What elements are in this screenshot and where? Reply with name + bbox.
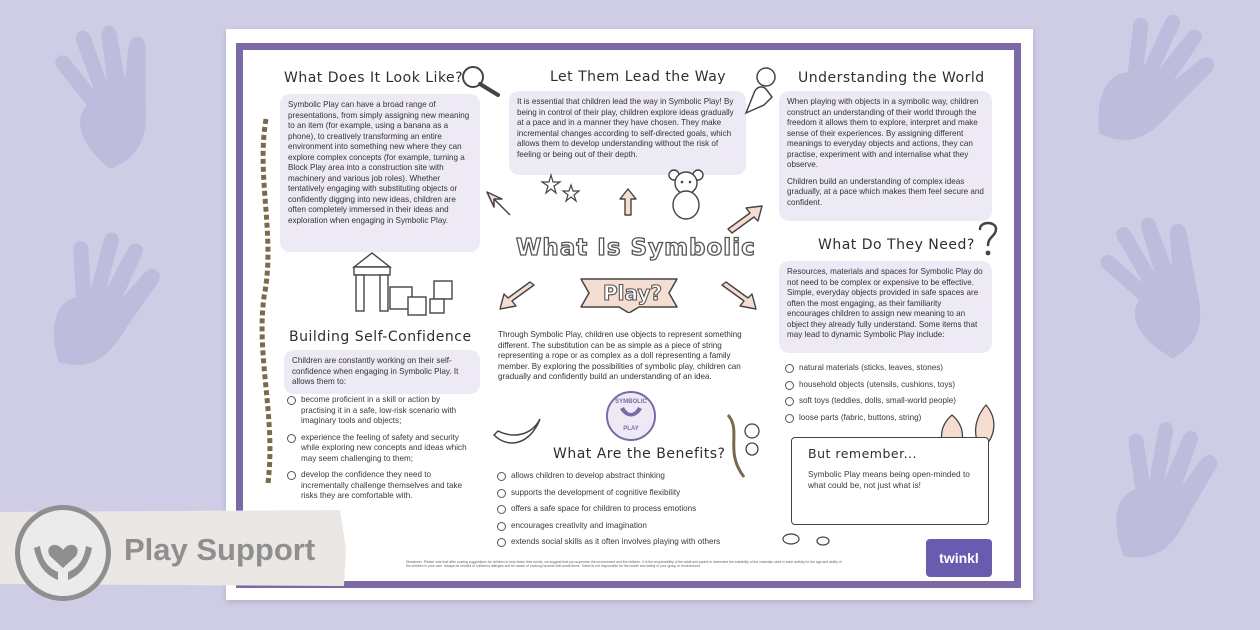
building-blocks-icon <box>350 251 460 319</box>
remember-box <box>791 437 989 525</box>
look-like-card <box>280 94 480 252</box>
arrow-up-right-icon <box>724 203 766 233</box>
heading-remember: But remember... <box>808 446 918 461</box>
handprint-icon <box>19 0 211 191</box>
confidence-list <box>287 395 467 508</box>
understanding-card <box>779 91 992 221</box>
logo-bottom-text: PLAY <box>623 426 639 432</box>
confidence-item: become proficient in a skill or action by practising it in a safe, low-risk scenario with imaginary tools and objects; <box>287 395 467 427</box>
benefit-item: allows children to develop abstract thinking <box>497 471 767 482</box>
remember-text: Symbolic Play means being open-minded to what could be, not just what is! <box>808 469 970 490</box>
twinkl-logo: twinkl <box>926 539 992 577</box>
logo-hands-icon <box>618 405 644 421</box>
benefit-item: encourages creativity and imagination <box>497 521 767 532</box>
arrow-down-left-icon <box>498 281 538 315</box>
heading-need: What Do They Need? <box>818 237 975 253</box>
logo-top-text: SYMBOLIC <box>615 399 647 405</box>
understanding-text-2: Children build an understanding of complex ideas gradually, at a pace which makes them feel secure and confident. <box>787 176 984 207</box>
need-item: loose parts (fabric, buttons, string) <box>785 413 985 424</box>
understanding-text-1: When playing with objects in a symbolic way, children construct an understanding of their world through the freedom it allows them to explore, interpret and make sense of their experiences. By assigning different meanings to everyday objects and actions, they can practise, experiment with and internalise what they observe. <box>787 97 979 169</box>
heading-look-like: What Does It Look Like? <box>284 70 464 86</box>
handprint-icon <box>1078 408 1252 582</box>
arrow-down-right-icon <box>718 281 758 315</box>
disclaimer: Disclaimer: Please note that after posting suggestions for children to help teach their minds, we suggest that you supervise the environment and the children. It is the responsibility of the adult and parent to determine the suitability of the materials used in each activity for the age and ability of the children in your care. Always be mindful of children's allergies and be aware of choking hazards with small items. Twinkl is not responsible for the health and safety of your group or environment. <box>406 560 842 569</box>
need-item: soft toys (teddies, dolls, small-world people) <box>785 396 985 407</box>
heading-lead: Let Them Lead the Way <box>550 69 727 85</box>
handprint-icon <box>1055 0 1254 185</box>
heading-confidence: Building Self-Confidence <box>289 329 472 345</box>
heading-understanding: Understanding the World <box>798 70 985 86</box>
symbolic-play-logo <box>606 391 656 441</box>
title-banner <box>579 275 679 313</box>
need-item: household objects (utensils, cushions, toys) <box>785 380 985 391</box>
benefit-item: offers a safe space for children to process emotions <box>497 504 767 515</box>
pebbles-icon <box>781 529 833 549</box>
heart-hands-icon <box>20 510 106 596</box>
lead-card <box>509 91 746 175</box>
hand-holding-ball-icon <box>742 65 782 117</box>
handprint-icon <box>1063 183 1260 388</box>
question-mark-icon <box>976 219 1000 259</box>
heading-benefits: What Are the Benefits? <box>553 446 726 462</box>
arrow-up-icon <box>618 187 638 217</box>
confidence-item: experience the feeling of safety and security while exploring new concepts and ideas which may seem challenging to them; <box>287 433 467 465</box>
need-card <box>779 261 992 353</box>
center-text: Through Symbolic Play, children use objects to represent something different. The substitution can be as simple as a piece of string representing a rope or as complex as a doll representing a family member. By exploring the possibilities of symbolic play, children can gradually and confidently build an understanding of an idea. <box>498 330 742 381</box>
confidence-card <box>284 350 480 394</box>
need-text: Resources, materials and spaces for Symbolic Play do not need to be complex or expensive to be effective. Simple, everyday objects provided in safe spaces are often the most engaging, as their familiarity encourages children to assign new meaning to an object they already fully understand. Some items that may lead to dynamic Symbolic Play include: <box>787 267 983 339</box>
handprint-icon <box>13 213 197 397</box>
teddy-bear-icon <box>664 167 708 221</box>
confidence-item: develop the confidence they need to incrementally challenge themselves and take risks they are comfortable with. <box>287 470 467 502</box>
rope-icon <box>254 117 278 487</box>
arrow-up-left-icon <box>484 189 514 219</box>
badge-label: Play Support <box>124 532 316 567</box>
lead-text: It is essential that children lead the way in Symbolic Play! By being in control of their play, children explore ideas gradually at a pace and in a manner they have chosen. They make incremental changes according to self-directed goals, which allows them to develop understanding without the risk of feeling or being out of their depth. <box>517 97 734 159</box>
benefit-item: extends social skills as it often involves playing with others <box>497 537 767 548</box>
confidence-intro: Children are constantly working on their self-confidence when engaging in Symbolic Play. It allows them to: <box>292 356 459 386</box>
poster-title: What Is Symbolic <box>516 235 756 261</box>
benefit-item: supports the development of cognitive flexibility <box>497 488 767 499</box>
poster-title-play: Play? <box>603 281 663 305</box>
need-item: natural materials (sticks, leaves, stones) <box>785 363 985 374</box>
benefits-list <box>497 471 767 554</box>
play-support-emblem <box>15 505 111 601</box>
banana-icon <box>492 415 542 449</box>
look-like-text: Symbolic Play can have a broad range of presentations, from simply assigning new meaning to an item (for example, using a banana as a phone), to creatively transforming an entire environment into something new where they can explore complex concepts (for example, turning a Block Play area into a construction site with machinery and various job roles). Whether tentatively engaging with substituting objects or confidently digging into new ideas, children are often completely immersed in their ideas and exploration when engaging in Symbolic Play. <box>288 100 470 225</box>
play-support-badge <box>0 508 348 588</box>
stars-icon <box>539 173 581 207</box>
